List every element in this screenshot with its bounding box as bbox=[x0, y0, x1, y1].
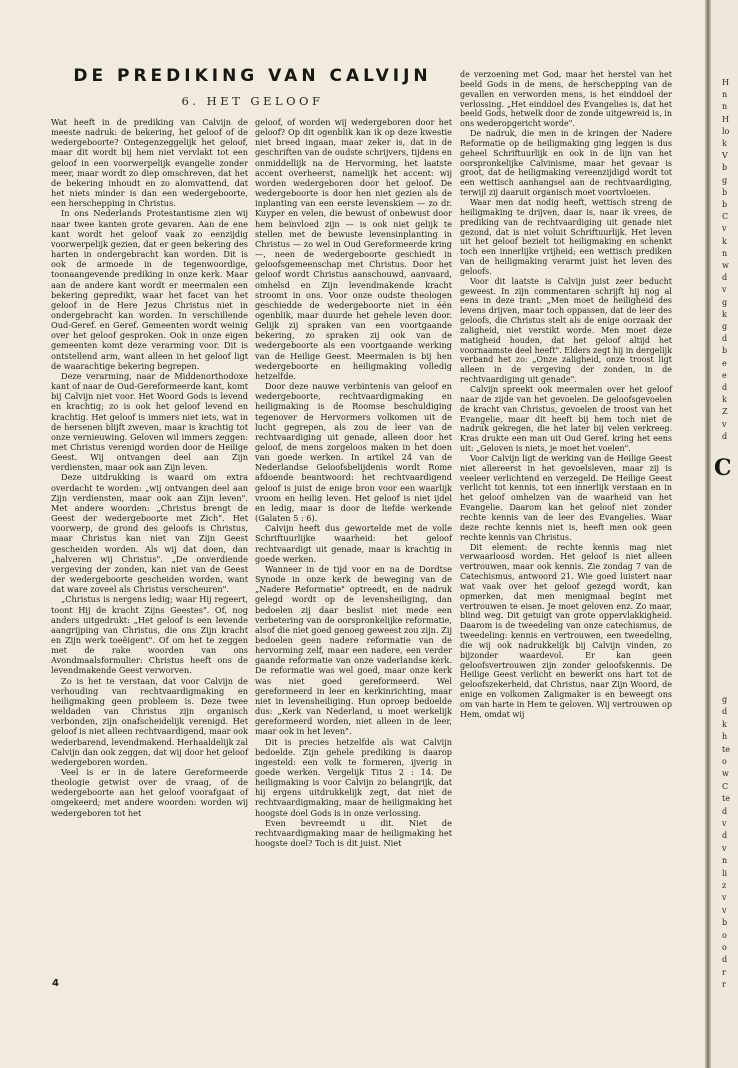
paragraph: Voor Calvijn ligt de werking van de Heilige Geest niet allereerst in het gevoelsleven, maar zij is veeleer verlichtend en verzegeld. De Heilige Geest verlicht tot kennis, tot een innerlijk verstaan en in het geloof omhelzen van de waarheid van het Evangelie. Daarom kan het geloof niet zonder rechte kennis van de leer des Evangelies. Waar deze rechte kennis niet is, heeft men ook geen rechte kennis van Christus. bbox=[460, 453, 672, 542]
edge-letter: b bbox=[722, 200, 728, 209]
edge-letter: o bbox=[722, 930, 727, 940]
edge-letter: C bbox=[722, 781, 729, 791]
paragraph: Even bevreemdt u dit. Niet de rechtvaardigmaking maar de heiligmaking het hoogste doel? Toch is dit juist. Niet bbox=[255, 817, 452, 849]
edge-letter: te bbox=[722, 794, 730, 804]
paragraph: Voor dit laatste is Calvijn juist zeer beducht geweest. In zijn commentaren schrijft hij nog al eens in deze trant: „Men moet de heiligheid des levens drijven, maar toch oppassen, dat de leer des geloofs, die Christus stelt als de enige oorzaak der zaligheid, niet verstikt worde. Men moet deze matigheid houden, dat het geloof altijd het voornaamste deel heeft". Elders zegt hij in dergelijk verband het zo: „Onze zaligheid, onze troost ligt alleen in de vergeving der zonden, in de rechtvaardiging uit genade". bbox=[460, 276, 672, 385]
paragraph: Calvijn spreekt ook meermalen over het geloof naar de zijde van het gevoelen. De geloofsgevoelen de kracht van Christus, gevoelen de troost van het Evangelie, maar dit heeft bij hem toch niet de nadruk gekregen, die het later bij velen verkreeg. Kras drukte een man uit Oud Geref. kring het eens uit: „Geloven is niets, je moet het voelen". bbox=[460, 385, 672, 454]
edge-letter: g bbox=[722, 695, 728, 704]
edge-letter: b bbox=[722, 918, 728, 928]
column-1 bbox=[51, 117, 248, 818]
edge-letter: o bbox=[722, 943, 727, 952]
article-subtitle: 6. HET GELOOF bbox=[181, 94, 324, 108]
edge-letter: v bbox=[722, 893, 727, 903]
paragraph: Dit is precies hetzelfde als wat Calvijn bedoelde. Zijn gehele prediking is daarop ingesteld: een volk te formeren, ijverig in goede werken. Vergelijk Titus 2 : 14. De heiligmaking is voor Calvijn zo belangrijk, dat hij ergens uitdrukkelijk zegt, dat niet de rechtvaardigmaking, maar de heiligmaking het hoogste doel Gods is in onze verlossing. bbox=[255, 736, 452, 818]
paragraph: Wat heeft in de prediking van Calvijn de meeste nadruk: de bekering, het geloof of de wedergeboorte? Ontegenzeggelijk het geloof, maar dit wordt bij hem niet vervlakt tot een geloof in een voorwerpelijk evangelie zonder meer, maar wordt zo diep omschreven, dat het de bekering inhoudt en zo alomvattend, dat het niets minder is dan een wedergeboorte, een herschepping in Christus. bbox=[51, 117, 248, 209]
edge-letter: te bbox=[722, 744, 730, 754]
edge-letter: H bbox=[722, 114, 729, 124]
edge-letter: d bbox=[722, 707, 728, 717]
article-title: DE PREDIKING VAN CALVIJN bbox=[73, 66, 432, 86]
paragraph: Calvijn heeft dus gewortelde met de volle Schriftuurlijke waarheid: het geloof rechtvaardigt uit genade, maar is krachtig in goede werken. bbox=[255, 523, 452, 564]
edge-letter: V bbox=[722, 151, 728, 161]
paragraph: Veel is er in de latere Gereformeerde theologie getwist over de vraag, of de wedergeboorte aan het geloof voorafgaat of omgekeerd; met andere woorden: worden wij wedergeboren tot het bbox=[51, 767, 248, 818]
edge-letter: v bbox=[722, 843, 727, 853]
edge-letter: n bbox=[722, 856, 728, 866]
edge-letter: d bbox=[722, 831, 728, 841]
edge-letter: H bbox=[722, 78, 729, 87]
edge-letter: n bbox=[722, 102, 728, 112]
edge-letter: n bbox=[722, 248, 728, 258]
edge-letter: h bbox=[722, 732, 728, 742]
paragraph: Dit element: de rechte kennis mag niet verwaarloosd worden. Het geloof is niet alleen vertrouwen, maar ook kennis. Zie zondag 7 van de Catechismus, antwoord 21. Wie goed luistert naar wat vaak over het geloof gezegd wordt, kan opmerken, dat men menigmaal begint met vertrouwen te eisen. Je moet geloven enz. Zo maar, blind weg. Dit getuigt van grote oppervlakkigheid. Daarom is de tweedeling van onze catechismus, de tweedeling: kennis en vertrouwen, een tweedeling, die wij ook nadrukkelijk bij Calvijn vinden, zo bijzonder waardevol. Er kan geen geloofsvertrouwen zijn zonder geloofskennis. De Heilige Geest verlicht en bewerkt ons hart tot de geloofszekerheid, dat Christus, naar Zijn Woord, de enige en volkomen Zaligmaker is en beweegt ons om van harte in Hem te geloven. Wij vertrouwen op Hem, omdat wij bbox=[460, 542, 672, 719]
edge-letter: d bbox=[722, 383, 728, 392]
paragraph: Waar men dat nodig heeft, wettisch streng de heiligmaking te drijven, daar is, naar ik vrees, de prediking van de rechtvaardiging uit genade niet gezond, dat is niet voluit Schriftuurlijk. Het leven uit het geloof bezielt tot heiligmaking en schenkt toch een innerlijke vrijheid; een wettisch prediken van de heiligmaking verarmt juist het leven des geloofs. bbox=[460, 197, 672, 276]
edge-letter: d bbox=[722, 334, 728, 344]
edge-letter: w bbox=[722, 261, 729, 270]
paragraph: Zo is het te verstaan, dat voor Calvijn de verhouding van rechtvaardigmaking en heiligmaking geen probleem is. Deze twee weldaden van Christus zijn organisch verbonden, zijn onafscheidelijk verenigd. Het geloof is niet alleen rechtvaardigend, maar ook wederbarend, levendmakend. Herhaaldelijk zal Calvijn dan ook zeggen, dat wij door het geloof wedergeboren worden. bbox=[51, 675, 248, 767]
edge-letter: v bbox=[722, 819, 727, 828]
paragraph: „Christus is nergens ledig; waar Hij regeert, toont Hij de kracht Zijns Geestes". Of, nog anders uitgedrukt: „Het geloof is een levende aangrijping van Christus, die ons Zijn kracht en Zijn werk toeëigent". Of om het te zeggen met de rake woorden van ons Avondmaalsformulier: Christus heeft ons de levendmakende Geest verworven. bbox=[51, 594, 248, 676]
paragraph: Wanneer in de tijd voor en na de Dordtse Synode in onze kerk de beweging van de „Nadere Reformatie" optreedt, en de nadruk gelegd wordt op de levensheiliging, dan bedoelen zij daar beslist niet mede een verbetering van de oorspronkelijke reformatie, alsof die niet goed genoeg geweest zou zijn. Zij bedoelen geen nadere reformatie van de hervorming zelf, maar een nadere, een verder gaande reformatie van onze vaderlandse kerk. De reformatie was wel goed, maar onze kerk was niet goed gereformeerd. Wel gereformeerd in leer en kerkinrichting, maar niet in levensheiliging. Hun oproep bedoelde dus: „Kerk van Nederland, u moet werkelijk gereformeerd worden, niet alleen in de leer, maar ook in het leven". bbox=[255, 563, 452, 737]
paragraph: geloof, of worden wij wedergeboren door het geloof? Op dit ogenblik kan ik op deze kwestie niet breed ingaan, maar zeker is, dat in de geschriften van de oudste schrijvers, tijdens en onmiddellijk na de Hervorming, het laatste accent overheerst, namelijk het accent: wij worden wedergeboren door het geloof. De wedergeboorte is door hen niet gezien als de inplanting van een eerste levenskiem — zo dr. Kuyper en velen, die bewust of onbewust door hem beïnvloed zijn — is ook niet gelijk te stellen met de bewuste levensinplanting in Christus — zo wel in Oud Gereformeerde kring —, neen de wedergeboorte geschiedt in geloofsgemeenschap met Christus. Door het geloof wordt Christus aanschouwd, aanvaard, omhelsd en Zijn levendmakende kracht stroomt in ons. Voor onze oudste theologen geschiedde de wedergeboorte niet in één ogenblik, maar duurde het gehele leven door. Gelijk zij spraken van een voortgaande bekering, zo spraken zij ook van de wedergeboorte als een voortgaande werking van de Heilige Geest. Meermalen is bij hen wedergeboorte en heiligmaking volledig hetzelfde. bbox=[255, 117, 452, 381]
edge-letter: e bbox=[722, 358, 727, 368]
edge-letter: Z bbox=[722, 407, 728, 417]
edge-letter: z bbox=[722, 881, 727, 890]
edge-letter: k bbox=[722, 139, 727, 148]
edge-letter: v bbox=[722, 285, 727, 295]
edge-letter: v bbox=[722, 419, 727, 429]
edge-letter: d bbox=[722, 431, 728, 441]
edge-letter: k bbox=[722, 719, 727, 729]
edge-letter: e bbox=[722, 370, 727, 380]
edge-letter: k bbox=[722, 395, 727, 405]
edge-letter: g bbox=[722, 297, 728, 307]
edge-letter: o bbox=[722, 757, 727, 766]
edge-letter: C bbox=[722, 212, 729, 222]
paragraph: De nadruk, die men in de kringen der Nadere Reformatie op de heiligmaking ging leggen is dus geheel Schriftuurlijk en ook in de lijn van het oorspronkelijke Calvinisme, maar het gevaar is groot, dat de heiligmaking vereenzijdigd wordt tot een wettisch aanhangsel aan de rechtvaardiging, terwijl zij daaruit organisch moet voortvloeien. bbox=[460, 129, 672, 198]
edge-letter: r bbox=[722, 980, 726, 990]
paragraph: Deze uitdrukking is waard om extra overdacht te worden: „wij ontvangen deel aan Zijn verdiensten, maar ook aan Zijn leven". Met andere woorden: „Christus brengt de Geest der wedergeboorte met Zich". Het voorwerp, de grond des geloofs is Christus, maar Christus kan niet van Zijn Geest gescheiden worden. Als wij dat doen, dan „halveren wij Christus". „De onverdiende vergeving der zonden, kan niet van de Geest der wedergeboorte gescheiden worden, want dat ware zoveel als Christus verscheuren". bbox=[51, 472, 248, 595]
edge-letter: d bbox=[722, 273, 728, 283]
paragraph: In ons Nederlands Protestantisme zien wij naar twee kanten grote gevaren. Aan de ene kant wordt het geloof vaak zo eenzijdig voorwerpelijk gezien, dat er geen bekering des harten in ondergebracht kan worden. Dit is ook de armoede in de tegenwoordige, toonaangevende prediking in onze kerk. Maar aan de andere kant wordt er meermalen een bekering gepredikt, waar het facet van het geloof in de Here Jezus Christus niet in ondergebracht kan worden. In verschillende Oud-Geref. en Geref. Gemeenten wordt weinig over het geloof gesproken. Ook in onze eigen gemeenten komt deze verarming voor. Dit is ontstellend arm, want alleen in het geloof ligt de waarachtige bekering begrepen. bbox=[51, 208, 248, 371]
column-2 bbox=[255, 117, 452, 848]
edge-letter: n bbox=[722, 90, 728, 100]
paragraph: Door deze nauwe verbintenis van geloof en wedergeboorte, rechtvaardigmaking en heiligmaking is de Roomse beschuldiging tegenover de Hervormers volkomen uit de lucht gegrepen, als zou de leer van de rechtvaardiging uit genade, alleen door het geloof, de mens zorgeloos maken in het doen van goede werken. In artikel 24 van de Nederlandse Geloofsbelijdenis wordt Rome afdoende beantwoord: het rechtvaardigend geloof is juist de enige bron voor een waarlijk vroom en heilig leven. Het geloof is niet ijdel en ledig, maar is door de liefde werkende (Galaten 5 : 6). bbox=[255, 381, 452, 524]
facing-page-initial: C bbox=[714, 455, 732, 481]
edge-letter: b bbox=[722, 163, 728, 173]
edge-letter: v bbox=[722, 224, 727, 234]
page-number: 4 bbox=[52, 978, 59, 989]
edge-letter: g bbox=[722, 175, 728, 185]
edge-letter: d bbox=[722, 955, 728, 965]
paragraph: Deze verarming, naar de Middenorthodoxe kant of naar de Oud-Gereformeerde kant, komt bij Calvijn niet voor. Het Woord Gods is levend en krachtig; zo is ook het geloof levend en krachtig. Het geloof is immers niet iets, wat in de hersenen blijft zweven, maar is krachtig tot onze vernieuwing. Geloven wil immers zeggen: met Christus verenigd worden door de Heilige Geest. Wij ontvangen deel aan Zijn verdiensten, maar ook aan Zijn leven. bbox=[51, 370, 248, 473]
edge-letter: k bbox=[722, 309, 727, 319]
paragraph: de verzoening met God, maar het herstel van het beeld Gods in de mens, de herschepping van de gevallen en verworden mens, is het einddoel der verlossing. „Het einddoel des Evangelies is, dat het beeld Gods, hetwelk door de zonde uitgewreid is, in ons wederopgericht worde". bbox=[460, 70, 672, 129]
edge-letter: b bbox=[722, 346, 728, 356]
column-3 bbox=[460, 70, 672, 720]
edge-letter: v bbox=[722, 905, 727, 915]
edge-letter: g bbox=[722, 322, 728, 331]
edge-letter: li bbox=[722, 868, 728, 878]
edge-letter: w bbox=[722, 769, 729, 779]
edge-letter: b bbox=[722, 187, 728, 197]
edge-letter: r bbox=[722, 967, 726, 977]
edge-letter: d bbox=[722, 806, 728, 816]
edge-letter: k bbox=[722, 236, 727, 246]
edge-letter: lo bbox=[722, 126, 730, 136]
